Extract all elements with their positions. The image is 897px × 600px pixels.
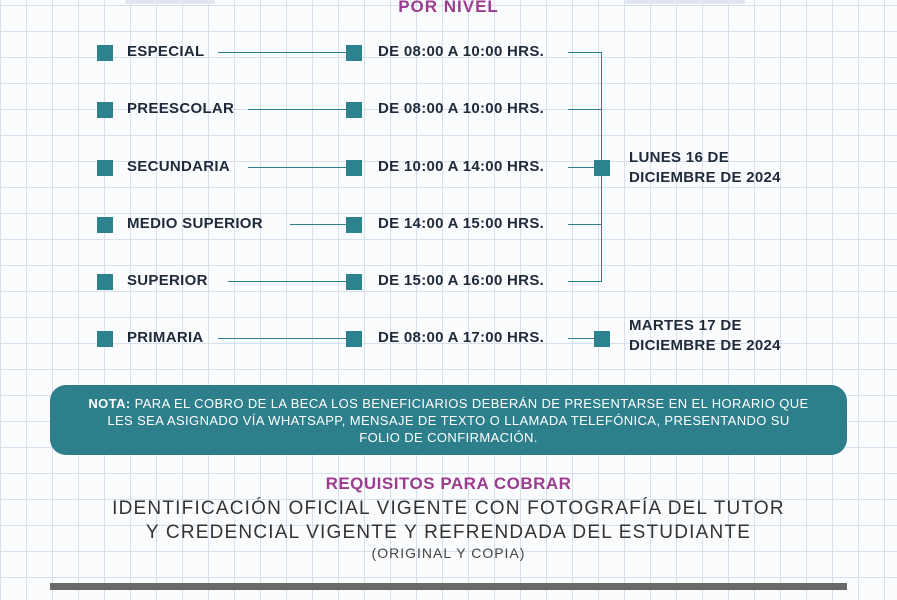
level-label-primaria: PRIMARIA (127, 329, 204, 346)
time-label-secundaria: DE 10:00 A 14:00 HRS. (378, 158, 545, 175)
requirements-line-2: Y CREDENCIAL VIGENTE Y REFRENDADA DEL ESTUDIANTE (145, 522, 752, 543)
time-bullet (346, 45, 362, 61)
date-line-1: LUNES 16 DE (629, 149, 729, 166)
connector-line (290, 224, 346, 225)
connector-line (568, 338, 594, 339)
level-label-medio-superior: MEDIO SUPERIOR (127, 215, 263, 232)
note-text: PARA EL COBRO DE LA BECA LOS BENEFICIARIOS DEBERÁN DE PRESENTARSE EN EL HORARIO QUE LES SEA ASIGNADO VÍA WHATSAPP, MENSAJE DE TEXTO O LLAMADA TELEFÓNICA, PRESENTANDO SU FOLIO DE CONFIRMACIÓN. (107, 396, 809, 445)
level-label-secundaria: SECUNDARIA (127, 158, 231, 175)
time-label-especial: DE 08:00 A 10:00 HRS. (378, 43, 545, 60)
level-bullet (97, 217, 113, 233)
time-label-medio-superior: DE 14:00 A 15:00 HRS. (378, 215, 545, 232)
connector-line (248, 109, 346, 110)
time-label-primaria: DE 08:00 A 17:00 HRS. (378, 329, 545, 346)
level-bullet (97, 102, 113, 118)
level-label-especial: ESPECIAL (127, 43, 205, 60)
level-label-preescolar: PREESCOLAR (127, 100, 235, 117)
section-title: POR NIVEL (398, 0, 499, 16)
connector-line (248, 167, 346, 168)
time-bullet (346, 102, 362, 118)
date-line-1: MARTES 17 DE (629, 317, 742, 334)
date-bullet (594, 160, 610, 176)
time-label-superior: DE 15:00 A 16:00 HRS. (378, 272, 545, 289)
time-label-preescolar: DE 08:00 A 10:00 HRS. (378, 100, 545, 117)
time-bullet (346, 160, 362, 176)
date-line-2: DICIEMBRE DE 2024 (629, 169, 781, 186)
bottom-divider (50, 583, 847, 590)
connector-line (218, 52, 346, 53)
requirements-line-1: IDENTIFICACIÓN OFICIAL VIGENTE CON FOTOGRAFÍA DEL TUTOR (112, 498, 785, 519)
level-label-superior: SUPERIOR (127, 272, 208, 289)
time-bullet (346, 217, 362, 233)
level-bullet (97, 331, 113, 347)
level-bullet (97, 274, 113, 290)
bracket-line (568, 281, 602, 282)
requirements-note: (ORIGINAL Y COPIA) (371, 545, 526, 561)
note-label: NOTA: (88, 396, 131, 411)
bracket-line (568, 224, 602, 225)
connector-line (218, 338, 346, 339)
date-bullet (594, 331, 610, 347)
connector-line (228, 281, 346, 282)
bracket-line (568, 167, 594, 168)
level-bullet (97, 160, 113, 176)
level-bullet (97, 45, 113, 61)
bracket-line (568, 52, 602, 53)
bracket-line (568, 109, 602, 110)
time-bullet (346, 274, 362, 290)
requirements-title: REQUISITOS PARA COBRAR (325, 474, 572, 493)
time-bullet (346, 331, 362, 347)
date-line-2: DICIEMBRE DE 2024 (629, 337, 781, 354)
note-box (50, 385, 847, 455)
